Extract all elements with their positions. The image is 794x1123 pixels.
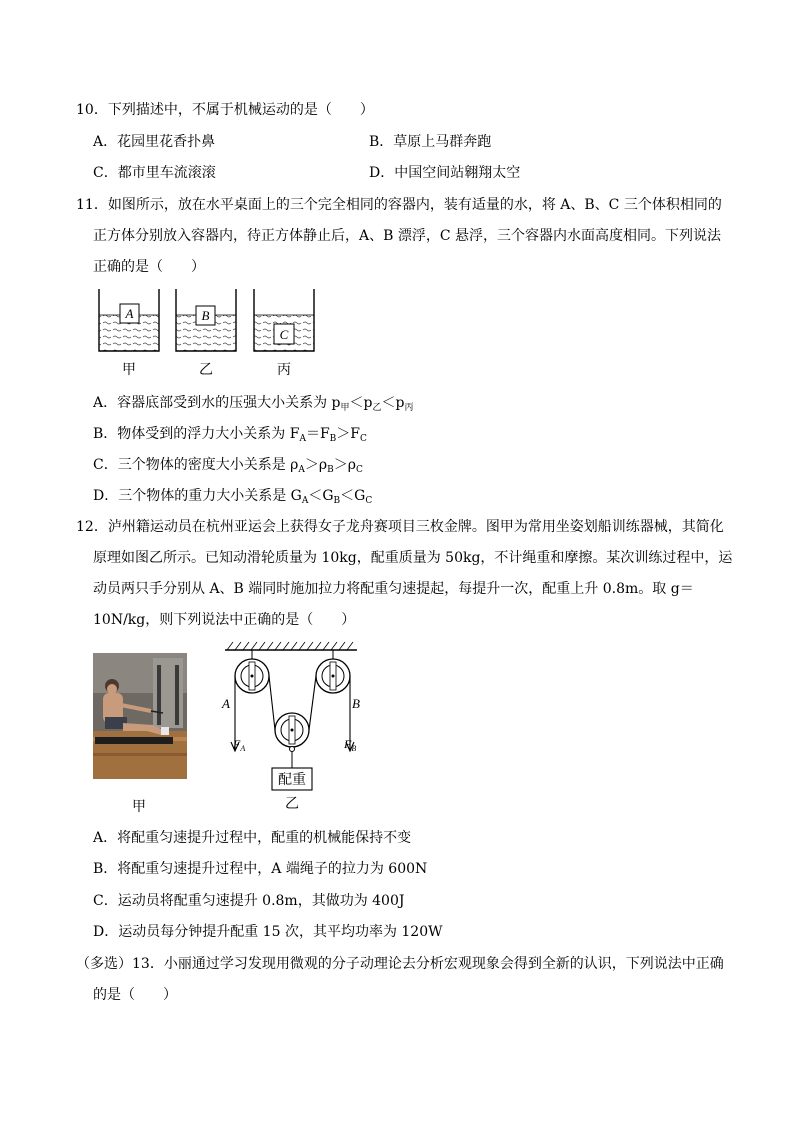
q12-stem-line2: 原理如图乙所示。已知动滑轮质量为 10kg，配重质量为 50kg，不计绳重和摩擦。某次训练过程中，运	[93, 550, 733, 566]
q12-option-a[interactable]: A．将配重匀速提升过程中，配重的机械能保持不变	[93, 830, 412, 846]
rope-a-label: A	[222, 696, 230, 711]
counterweight-label: 配重	[278, 772, 306, 788]
block-b-label: B	[201, 308, 210, 323]
q13-stem-line2: 的是（ ）	[93, 987, 177, 1003]
q10-option-d[interactable]: D．中国空间站翱翔太空	[369, 165, 521, 181]
left-fixed-pulley	[235, 650, 269, 693]
q11-option-d[interactable]: D．三个物体的重力大小关系是 $G_A<G_B<G_C$	[93, 488, 373, 506]
force-a-label: $F_A$	[233, 737, 246, 753]
q11-stem-line1: 11．如图所示，放在水平桌面上的三个完全相同的容器内，装有适量的水，将 A、B、C 三个体积相同的	[76, 197, 722, 213]
container-jia	[99, 289, 159, 351]
q11-option-c[interactable]: C．三个物体的密度大小关系是 $\rho_A>\rho_B>\rho_C$	[93, 457, 363, 475]
pulley-system-diagram	[215, 638, 365, 813]
container-yi	[176, 289, 236, 351]
q10-option-b[interactable]: B．草原上马群奔跑	[369, 134, 492, 150]
q10-stem: 10．下列描述中，不属于机械运动的是（ ）	[76, 102, 374, 118]
ceiling-hatch	[227, 642, 353, 650]
block-c-label: C	[279, 327, 289, 342]
q13-stem-line1: （多选）13．小丽通过学习发现用微观的分子动理论去分析宏观现象会得到全新的认识，下列说法中正确	[76, 956, 724, 972]
label-bing: 丙	[277, 362, 291, 378]
label-jia: 甲	[122, 362, 136, 378]
q11-stem-line2: 正方体分别放入容器内，待正方体静止后，A、B 漂浮，C 悬浮，三个容器内水面高度相同。下列说法	[93, 228, 722, 244]
rope-b-label: B	[352, 696, 360, 711]
block-a-label: A	[125, 306, 134, 321]
label-yi: 乙	[285, 796, 299, 812]
label-yi: 乙	[199, 362, 213, 378]
movable-pulley	[275, 713, 309, 768]
force-b-label: $F_B$	[344, 737, 357, 753]
q11-option-b[interactable]: B．物体受到的浮力大小关系为 $F_A=F_B>F_C$	[93, 426, 367, 444]
q12-stem-line4: 10N/kg，则下列说法中正确的是（ ）	[93, 612, 356, 628]
q11-containers-figure	[92, 284, 332, 382]
q12-option-b[interactable]: B．将配重匀速提升过程中，A 端绳子的拉力为 600N	[93, 861, 428, 877]
q10-option-c[interactable]: C．都市里车流滚滚	[93, 165, 216, 181]
q10-option-a[interactable]: A．花园里花香扑鼻	[93, 134, 216, 150]
q11-stem-line3: 正确的是（ ）	[93, 259, 205, 275]
q11-option-a[interactable]: A．容器底部受到水的压强大小关系为 $p_甲<p_乙<p_丙$	[93, 395, 414, 413]
container-bing	[254, 289, 314, 351]
photo-label-jia: 甲	[132, 799, 146, 815]
q12-option-d[interactable]: D．运动员每分钟提升配重 15 次，其平均功率为 120W	[93, 924, 443, 940]
q12-stem-line3: 动员两只手分别从 A、B 端同时施加拉力将配重匀速提起，每提升一次，配重上升 0.8m。取 g＝	[93, 581, 694, 597]
rowing-machine-photo	[93, 653, 187, 779]
q12-option-c[interactable]: C．运动员将配重匀速提升 0.8m，其做功为 400J	[93, 893, 405, 909]
q12-stem-line1: 12．泸州籍运动员在杭州亚运会上获得女子龙舟赛项目三枚金牌。图甲为常用坐姿划船训练器械，其简化	[76, 519, 724, 535]
right-fixed-pulley	[316, 650, 350, 693]
